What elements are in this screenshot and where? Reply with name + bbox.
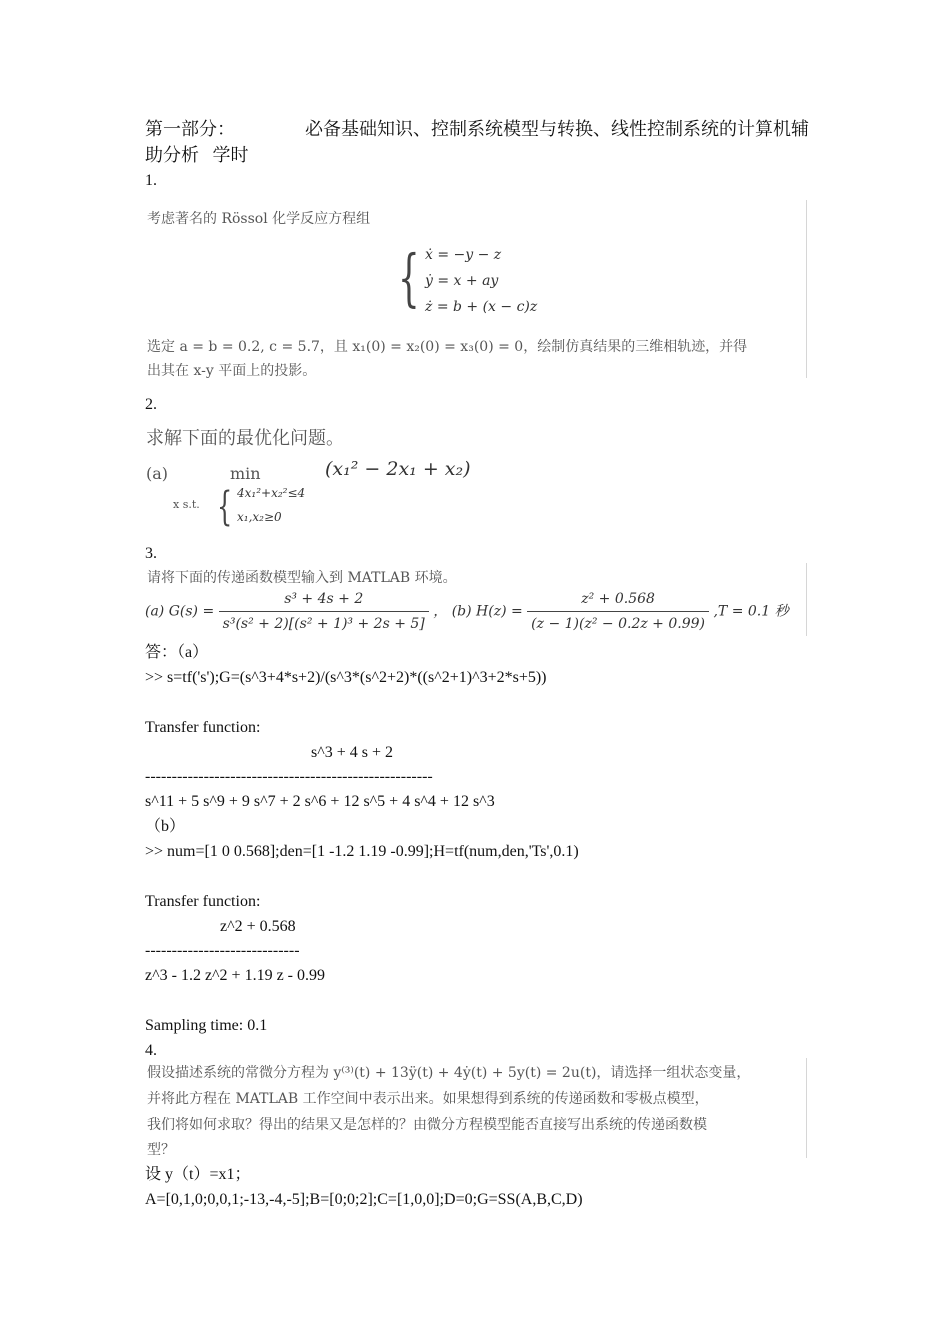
section-heading — [145, 116, 810, 168]
q1-intro: 考虑著名的 Rössol 化学反应方程组 — [147, 211, 371, 227]
q4-line4: 型？ — [147, 1142, 175, 1158]
q1-number: 1. — [145, 172, 157, 189]
q2-image — [145, 424, 485, 534]
q3-number: 3. — [145, 545, 157, 562]
q1-condition-line1: 选定 a = b = 0.2, c = 5.7，且 x₁(0) = x₂(0) = x₃(0) = 0，绘制仿真结果的三维相轨迹，并得 — [147, 339, 748, 355]
answer-num-b: z^2 + 0.568 — [220, 918, 296, 935]
q2-constraint1: 4x₁²+x₂²≤4 — [237, 486, 306, 500]
answer-den-b: z^3 - 1.2 z^2 + 1.19 z - 0.99 — [145, 967, 325, 984]
q1-brace: { — [398, 241, 420, 314]
answer-tf-label-b: Transfer function: — [145, 893, 261, 910]
q2-intro: 求解下面的最优化问题。 — [146, 428, 344, 449]
heading-part: 第一部分： — [145, 119, 235, 139]
q3-b-numerator: z² + 0.568 — [527, 589, 709, 612]
q2-min: min — [230, 464, 261, 483]
answer-tf-label-a: Transfer function: — [145, 719, 261, 736]
q4-line3: 我们将如何求取？得出的结果又是怎样的？由微分方程模型能否直接写出系统的传递函数模 — [147, 1117, 707, 1133]
q3-image — [145, 563, 807, 636]
q1-condition-line2: 出其在 x-y 平面上的投影。 — [147, 363, 317, 379]
q3-a-label: (a) G(s) = — [145, 603, 215, 620]
q3-b-label: (b) H(z) = — [451, 603, 523, 620]
answer-cmd-b: >> num=[1 0 0.568];den=[1 -1.2 1.19 -0.99];H=tf(num,den,'Ts',0.1) — [145, 843, 579, 860]
answer-a-label: 答：（a） — [145, 644, 209, 661]
q2-objective: (x₁² − 2x₁ + x₂) — [325, 458, 471, 480]
q3-b-fraction — [527, 589, 709, 634]
q4-answer-line1: 设 y（t）=x1； — [145, 1166, 251, 1183]
q3-intro: 请将下面的传递函数模型输入到 MATLAB 环境。 — [147, 570, 457, 586]
q4-line1: 假设描述系统的常微分方程为 y⁽³⁾(t) + 13ÿ(t) + 4ẏ(t) + 5y(t) = 2u(t)，请选择一组状态变量， — [147, 1065, 751, 1081]
q1-eq2: ẏ = x + ay — [425, 273, 499, 289]
q1-eq3: ż = b + (x − c)z — [425, 299, 538, 315]
answer-num-a: s^3 + 4 s + 2 — [311, 744, 394, 761]
heading-title: 必备基础知识、控制系统模型与转换、线性控制系统的计算机辅助分析 — [145, 119, 809, 165]
q3-formula — [145, 589, 789, 634]
q4-line2: 并将此方程在 MATLAB 工作空间中表示出来。如果想得到系统的传递函数和零极点模型， — [147, 1091, 709, 1107]
answer-sampling: Sampling time: 0.1 — [145, 1017, 268, 1034]
q4-image — [145, 1058, 807, 1158]
q1-eq1: ẋ = −y − z — [425, 247, 502, 263]
answer-dash-b: ----------------------------- — [145, 942, 300, 959]
q4-answer-line2: A=[0,1,0;0,0,1;-13,-4,-5];B=[0;0;2];C=[1,0,0];D=0;G=SS(A,B,C,D) — [145, 1191, 583, 1208]
answer-dash-a: ------------------------------------------------------ — [145, 768, 433, 785]
q3-b-denominator: (z − 1)(z² − 0.2z + 0.99) — [531, 616, 705, 632]
q1-equations — [425, 242, 537, 320]
q2-constraint2: x₁,x₂≥0 — [237, 510, 282, 524]
q2-label-a: (a) — [146, 464, 169, 483]
q2-st: x s.t. — [173, 498, 200, 511]
q3-separator: ， — [433, 603, 448, 620]
q3-a-fraction — [219, 589, 429, 634]
q3-a-numerator: s³ + 4s + 2 — [219, 589, 429, 612]
q1-image — [145, 200, 807, 378]
answer-den-a: s^11 + 5 s^9 + 9 s^7 + 2 s^6 + 12 s^5 + 4 s^4 + 12 s^3 — [145, 793, 495, 810]
q3-sampling-period: ,T = 0.1 秒 — [713, 603, 789, 620]
q2-number: 2. — [145, 396, 157, 413]
q3-a-denominator: s³(s² + 2)[(s² + 1)³ + 2s + 5] — [222, 616, 425, 632]
q4-number: 4. — [145, 1042, 157, 1059]
answer-b-label: （b） — [145, 818, 186, 835]
q2-brace: { — [217, 484, 233, 530]
heading-hours: 学时 — [212, 145, 249, 165]
answer-cmd-a: >> s=tf('s');G=(s^3+4*s+2)/(s^3*(s^2+2)*((s^2+1)^3+2*s+5)) — [145, 669, 547, 686]
